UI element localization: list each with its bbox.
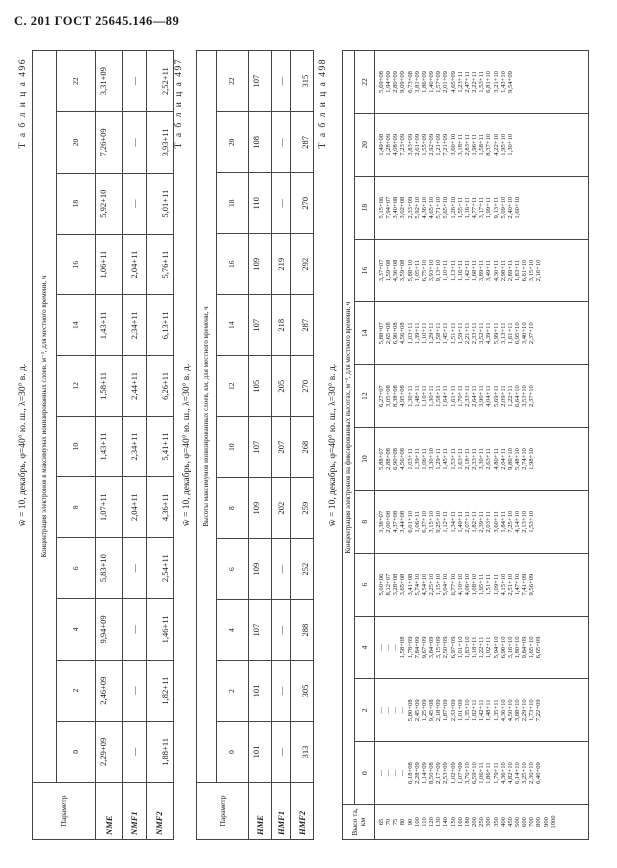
value-cell: 9,94+09 xyxy=(95,599,122,660)
hour-header-18: 18 xyxy=(56,173,95,234)
hour-header-16: 16 xyxy=(216,234,249,295)
value-cell: 5,83+10 xyxy=(95,538,122,599)
value-cell: 6,13+11 xyxy=(146,295,173,356)
param-name-nme: NME xyxy=(95,783,122,840)
value-cell: 305 xyxy=(291,661,314,722)
param-name-nmf2: NMF2 xyxy=(146,783,173,840)
value-cell: 1,43+11 xyxy=(95,295,122,356)
altitude-column: 65 70 75 80 90 100 110 120 130 140 150 160 180 200 250 300 350 400 450 500 600 700 800 900 1000 xyxy=(375,805,589,840)
value-cell: 101 xyxy=(249,722,272,783)
hour-header-0: 0 xyxy=(355,742,375,805)
value-cell: — xyxy=(271,539,290,600)
value-cell: 107 xyxy=(249,295,272,356)
value-cell: 1,07+11 xyxy=(95,477,122,538)
value-cell: 270 xyxy=(291,173,314,234)
hour-header-12: 12 xyxy=(56,356,95,417)
hour-header-20: 20 xyxy=(216,112,249,173)
hour-header-0: 0 xyxy=(216,722,249,783)
value-cell: 202 xyxy=(271,478,290,539)
hour-header-2: 2 xyxy=(355,679,375,742)
value-cell: 2,54+11 xyxy=(146,538,173,599)
hour-header-22: 22 xyxy=(216,51,249,112)
param-header: Параметр xyxy=(197,783,249,840)
hour-header-22: 22 xyxy=(355,51,375,114)
value-cell: — xyxy=(123,112,146,173)
value-cell: 108 xyxy=(249,112,272,173)
altitude-header: Высо та, км xyxy=(343,805,375,840)
hour-header-22: 22 xyxy=(56,51,95,112)
value-cell: 219 xyxy=(271,234,290,295)
value-cell: 313 xyxy=(291,722,314,783)
table-496-label: Т а б л и ц а 496 xyxy=(18,58,28,149)
value-cell: 101 xyxy=(249,661,272,722)
value-cell: — xyxy=(123,173,146,234)
value-cell: 2,04+11 xyxy=(123,234,146,295)
rotated-page-content xyxy=(8,40,598,840)
value-cell: 5,76+11 xyxy=(146,234,173,295)
value-cell: — xyxy=(123,599,146,660)
value-column-10: 5,88+07 2,88+08 6,90+08 4,56+08 1,03+11 1,39+11 1,06+11 3,30+10 1,29+11 1,45+11 1,53+11 1,63+11 2,18+11 2,33+11 3,30+11 2,63+11 4,80+11 2,04+11 9,86+10 5,48+10 2,74+10 1,98+10 xyxy=(375,428,589,491)
hour-header-14: 14 xyxy=(355,302,375,365)
hour-header-10: 10 xyxy=(56,416,95,477)
table-496-caption: w̄ = 10, декабрь, φ=40° ю. ш., λ=30° в. д. xyxy=(18,363,28,527)
value-cell: 6,26+11 xyxy=(146,356,173,417)
value-cell: 292 xyxy=(291,234,314,295)
table-498-subcaption: Концентрация электронов на фиксированных высотах, м⁻³, для местного времени, ч xyxy=(343,51,355,805)
hour-header-10: 10 xyxy=(216,417,249,478)
table-497-caption: w̄ = 10, декабрь, φ=40° ю. ш., λ=30° в. д. xyxy=(182,363,192,527)
hour-header-14: 14 xyxy=(216,295,249,356)
value-column-16: 3,37+07 1,59+08 4,36+08 3,59+08 5,88+10 1,05+11 6,75+10 3,93+10 9,13+10 1,10+11 1,13+11 1,16+11 1,42+11 1,68+11 3,89+11 3,49+11 4,30+11 2,98+11 2,89+11 1,83+11 6,61+10 3,15+10 2,16+10 xyxy=(375,239,589,302)
table-498-caption: w̄ = 10, декабрь, φ=40° ю. ш., λ=30° в. д. xyxy=(328,363,338,527)
hour-header-18: 18 xyxy=(355,176,375,239)
hour-header-4: 4 xyxy=(56,599,95,660)
value-cell: 288 xyxy=(291,600,314,661)
hour-header-16: 16 xyxy=(355,239,375,302)
value-cell: 1,58+11 xyxy=(95,356,122,417)
hour-header-4: 4 xyxy=(216,600,249,661)
table-row xyxy=(95,51,122,840)
hour-header-8: 8 xyxy=(216,478,249,539)
hour-header-20: 20 xyxy=(56,112,95,173)
value-cell: — xyxy=(123,51,146,112)
value-column-22: 5,69+08 1,94+09 2,80+09 9,09+09 6,73+08 3,81+09 1,86+09 1,40+09 1,57+09 2,01+09 4,65+09 1,23+11 2,47+11 2,22+11 1,53+11 6,81+10 3,21+10 1,43+10 9,54+09 xyxy=(375,51,589,114)
table-498-label: Т а б л и ц а 498 xyxy=(318,58,328,149)
value-column-14: 5,88+07 2,65+08 6,90+08 4,56+08 1,03+11 1,39+11 1,10+11 1,29+11 1,58+11 1,45+11 1,51+11 1,59+11 2,21+11 2,33+11 3,52+11 4,39+11 5,99+11 3,13+11 1,61+11 6,95+10 3,40+10 2,37+10 xyxy=(375,302,589,365)
value-column-18: 5,15+06 7,94+07 3,40+08 3,02+08 2,33+09 5,92+10 4,36+10 4,65+10 5,71+10 5,65+10 1,26+10 1,55+11 1,16+11 4,77+11 3,17+11 1,99+11 9,13+11 5,09+10 2,40+10 1,60+10 xyxy=(375,176,589,239)
hour-header-14: 14 xyxy=(56,295,95,356)
value-cell: 107 xyxy=(249,600,272,661)
param-name-hmf2: HMF2 xyxy=(291,783,314,840)
hour-header-0: 0 xyxy=(56,721,95,782)
table-row xyxy=(249,51,272,840)
value-cell: 1,82+11 xyxy=(146,660,173,721)
value-column-20: 1,49+08 1,28+09 4,08+09 7,23+09 3,83+09 2,61+09 1,55+09 2,92+09 1,21+09 7,21+09 3,60+10 3,18+11 2,83+11 1,96+11 1,58+11 8,37+10 4,22+10 1,95+10 1,30+10 xyxy=(375,113,589,176)
table-row xyxy=(146,51,173,840)
hour-header-6: 6 xyxy=(216,539,249,600)
value-cell: 1,43+11 xyxy=(95,416,122,477)
value-cell: — xyxy=(271,51,290,112)
page-header: С. 201 ГОСТ 25645.146—89 xyxy=(14,14,180,28)
value-cell: 3,31+09 xyxy=(95,51,122,112)
table-498 xyxy=(342,50,589,840)
value-cell: 270 xyxy=(291,356,314,417)
value-cell: 2,52+11 xyxy=(146,51,173,112)
value-cell: 109 xyxy=(249,478,272,539)
table-row xyxy=(123,51,146,840)
value-cell: 3,93+11 xyxy=(146,112,173,173)
value-cell: — xyxy=(271,600,290,661)
value-cell: 5,92+10 xyxy=(95,173,122,234)
value-cell: 218 xyxy=(271,295,290,356)
value-cell: 2,04+11 xyxy=(123,477,146,538)
value-cell: 2,29+09 xyxy=(95,721,122,782)
hour-header-20: 20 xyxy=(355,113,375,176)
table-row xyxy=(271,51,290,840)
value-cell: 252 xyxy=(291,539,314,600)
table-497-label: Т а б л и ц а 497 xyxy=(174,58,184,149)
value-column-0: — — — — 6,18+08 2,28+09 1,14+09 8,50+08 2,17+09 2,53+09 1,02+09 1,07+09 3,70+10 6,59+10 1,06+11 1,86+11 1,79+11 4,36+10 4,82+10 6,14+10 3,25+10 2,30+10 6,40+09 xyxy=(375,742,589,805)
value-cell: — xyxy=(123,721,146,782)
table-496-subcaption: Концентрация электронов в максимумах ионизированных слоев, м⁻³, для местного времени, ч xyxy=(33,51,57,783)
value-cell: 205 xyxy=(271,356,290,417)
hour-header-18: 18 xyxy=(216,173,249,234)
value-cell: 1,46+11 xyxy=(146,599,173,660)
param-header: Параметр xyxy=(33,783,96,840)
hour-header-2: 2 xyxy=(216,661,249,722)
value-column-6: 5,00+06 8,12+07 3,28+08 3,65+08 3,41+08 5,74+10 4,54+10 2,25+10 1,15+10 5,04+10 6,77+10 4,10+10 4,06+10 1,08+10 1,95+11 1,51+11 1,09+11 4,15+10 2,51+10 1,47+10 7,41+09 9,56+09 xyxy=(375,553,589,616)
value-column-2: — — — — 5,80+08 2,45+09 1,25+09 9,45+08 2,18+09 1,87+09 2,33+09 1,01+09 1,35+10 1,82+11 1,42+11 1,48+11 1,35+11 4,36+10 4,50+10 3,88+10 2,29+10 1,73+10 7,22+09 xyxy=(375,679,589,742)
value-cell: 1,88+11 xyxy=(146,721,173,782)
value-cell: 1,06+11 xyxy=(95,234,122,295)
value-cell: 287 xyxy=(291,112,314,173)
hour-header-2: 2 xyxy=(56,660,95,721)
hour-header-8: 8 xyxy=(56,477,95,538)
value-cell: — xyxy=(123,660,146,721)
table-496 xyxy=(32,50,174,840)
hour-header-16: 16 xyxy=(56,234,95,295)
value-cell: 109 xyxy=(249,234,272,295)
hour-header-12: 12 xyxy=(216,356,249,417)
value-cell: 268 xyxy=(291,417,314,478)
value-cell: — xyxy=(271,722,290,783)
value-cell: 287 xyxy=(291,295,314,356)
hour-header-4: 4 xyxy=(355,616,375,679)
table-497-subcaption: Высоты максимумов ионизированных слоев, км, для местного времени, ч xyxy=(197,51,217,783)
value-cell: — xyxy=(271,112,290,173)
value-cell: 5,01+11 xyxy=(146,173,173,234)
hour-header-12: 12 xyxy=(355,365,375,428)
value-cell: 4,36+11 xyxy=(146,477,173,538)
value-cell: 5,41+11 xyxy=(146,416,173,477)
value-cell: 2,46+09 xyxy=(95,660,122,721)
value-cell: 259 xyxy=(291,478,314,539)
param-name-nmf1: NMF1 xyxy=(123,783,146,840)
param-name-hmf1: HMF1 xyxy=(271,783,290,840)
value-cell: 109 xyxy=(249,539,272,600)
table-497 xyxy=(196,50,314,840)
value-column-8: 3,38+07 2,00+08 4,37+08 3,44+08 6,01+10 1,06+11 6,37+10 3,15+10 9,25+10 1,12+11 1,34+11 1,49+11 2,07+11 1,82+11 2,39+11 2,03+11 3,60+11 1,84+11 7,25+10 4,14+10 2,13+10 1,53+10 xyxy=(375,490,589,553)
value-cell: — xyxy=(271,173,290,234)
hour-header-8: 8 xyxy=(355,490,375,553)
value-cell: 2,34+11 xyxy=(123,416,146,477)
param-name-hme: HME xyxy=(249,783,272,840)
value-cell: 207 xyxy=(271,417,290,478)
value-column-12: 6,27+07 3,05+08 8,38+08 4,95+08 1,30+11 1,48+11 1,10+11 1,30+11 1,58+11 1,64+11 1,61+11 1,70+11 2,33+11 2,64+11 3,90+11 4,04+11 5,69+11 2,09+11 1,22+11 6,64+10 3,53+10 2,37+10 xyxy=(375,365,589,428)
value-cell: 107 xyxy=(249,417,272,478)
value-cell: 107 xyxy=(249,51,272,112)
value-column-4: — — — 1,58+08 1,78+09 7,84+09 9,67+09 3,84+09 3,15+09 2,50+09 6,97+09 1,01+10 1,83+10 1,18+11 1,22+11 1,02+11 5,94+10 6,90+10 3,16+10 1,80+10 9,84+09 1,65+10 6,65+09 xyxy=(375,616,589,679)
value-cell: — xyxy=(123,538,146,599)
value-cell: 2,44+11 xyxy=(123,356,146,417)
hour-header-6: 6 xyxy=(355,553,375,616)
value-cell: — xyxy=(271,661,290,722)
value-cell: 7,26+09 xyxy=(95,112,122,173)
value-cell: 315 xyxy=(291,51,314,112)
value-cell: 110 xyxy=(249,173,272,234)
value-cell: 105 xyxy=(249,356,272,417)
table-row xyxy=(291,51,314,840)
hour-header-10: 10 xyxy=(355,428,375,491)
hour-header-6: 6 xyxy=(56,538,95,599)
value-cell: 2,34+11 xyxy=(123,295,146,356)
